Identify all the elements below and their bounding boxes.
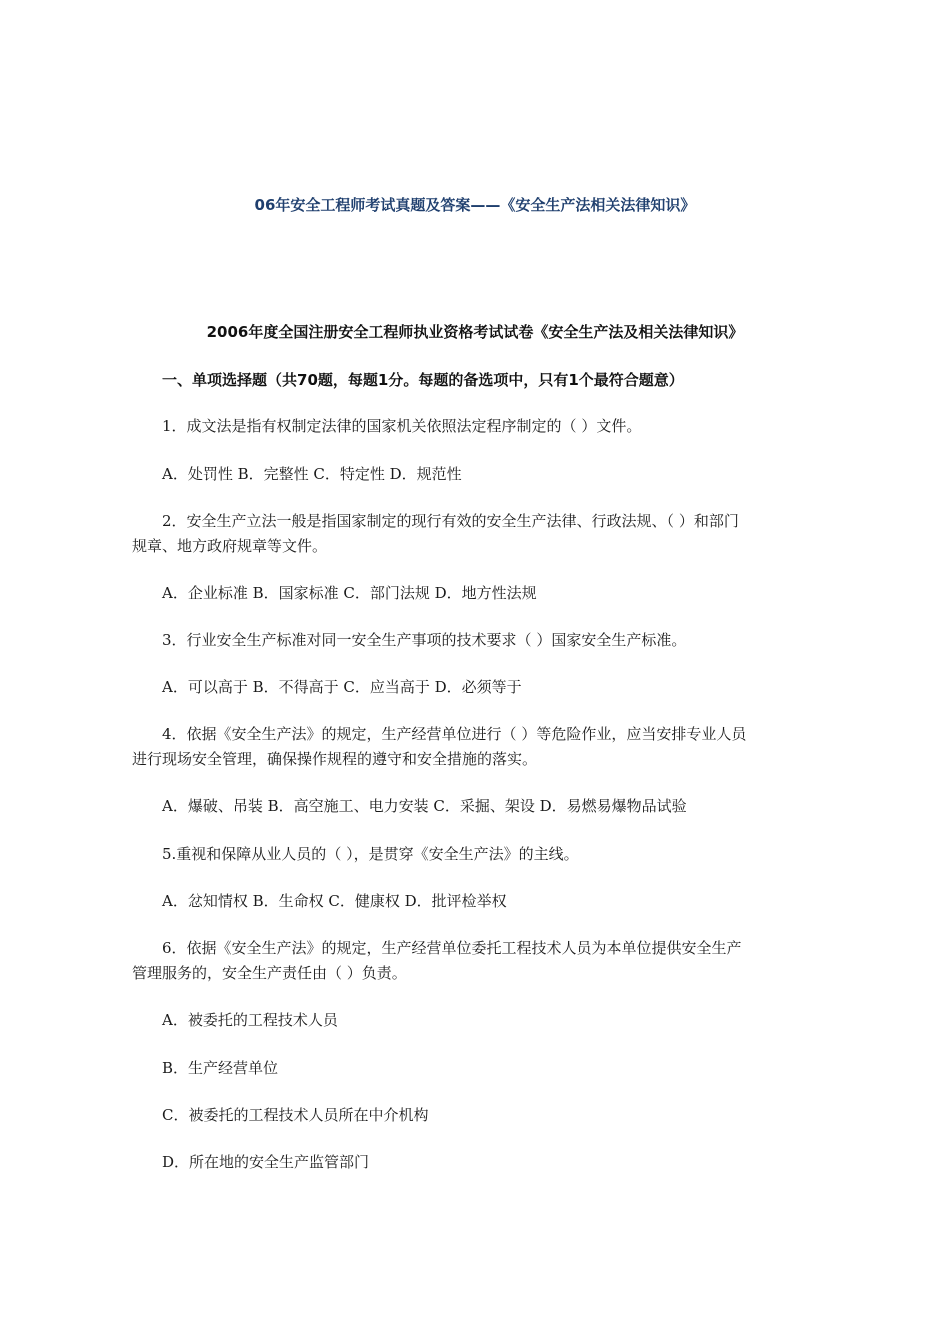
question-6-option-a: A．被委托的工程技术人员 <box>162 1011 338 1029</box>
section-title: 一、单项选择题（共70题，每题1分。每题的备选项中，只有1个最符合题意） <box>162 371 684 389</box>
question-4-options: A．爆破、吊装 B．高空施工、电力安装 C．采掘、架设 D．易燃易爆物品试验 <box>162 797 687 815</box>
question-6-option-c: C．被委托的工程技术人员所在中介机构 <box>162 1106 429 1124</box>
question-2-text-cont: 规章、地方政府规章等文件。 <box>132 537 328 555</box>
question-1-options: A．处罚性 B．完整性 C．特定性 D．规范性 <box>162 465 462 483</box>
question-1-text: 1．成文法是指有权制定法律的国家机关依照法定程序制定的（ ）文件。 <box>162 417 642 435</box>
question-4-text: 4．依据《安全生产法》的规定，生产经营单位进行（ ）等危险作业，应当安排专业人员 <box>162 725 747 743</box>
question-2-options: A．企业标准 B．国家标准 C．部门法规 D．地方性法规 <box>162 584 537 602</box>
exam-title: 2006年度全国注册安全工程师执业资格考试试卷《安全生产法及相关法律知识》 <box>206 323 744 341</box>
question-3-options: A．可以高于 B．不得高于 C．应当高于 D．必须等于 <box>162 678 522 696</box>
question-2-text: 2．安全生产立法一般是指国家制定的现行有效的安全生产法律、行政法规、（ ）和部门 <box>162 512 739 530</box>
question-6-option-b: B．生产经营单位 <box>162 1059 279 1077</box>
question-3-text: 3．行业安全生产标准对同一安全生产事项的技术要求（ ）国家安全生产标准。 <box>162 631 687 649</box>
question-6-text: 6．依据《安全生产法》的规定，生产经营单位委托工程技术人员为本单位提供安全生产 <box>162 939 742 957</box>
question-5-options: A．忿知情权 B．生命权 C．健康权 D．批评检举权 <box>162 892 507 910</box>
question-5-text: 5.重视和保障从业人员的（ ），是贯穿《安全生产法》的主线。 <box>162 845 579 863</box>
question-6-text-cont: 管理服务的，安全生产责任由（ ）负责。 <box>132 964 407 982</box>
question-4-text-cont: 进行现场安全管理，确保操作规程的遵守和安全措施的落实。 <box>132 750 538 768</box>
question-6-option-d: D．所在地的安全生产监管部门 <box>162 1153 370 1171</box>
document-title: 06年安全工程师考试真题及答案——《安全生产法相关法律知识》 <box>254 196 696 214</box>
